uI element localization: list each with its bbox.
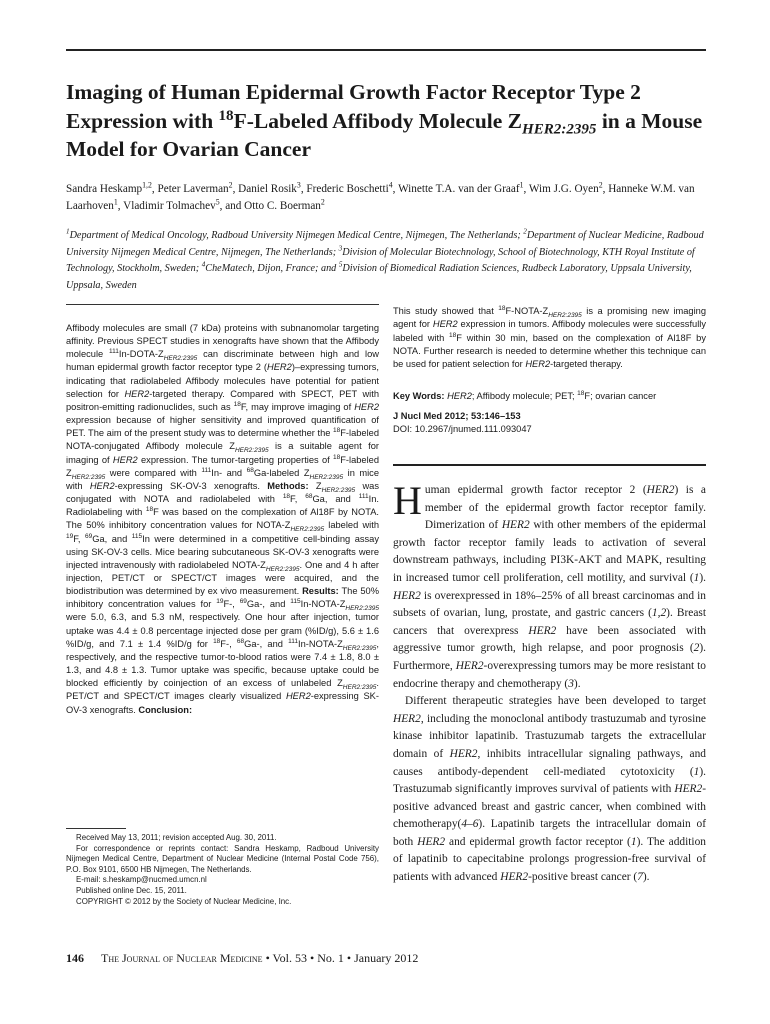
footnote-copyright: COPYRIGHT © 2012 by the Society of Nuclear Medicine, Inc. — [76, 896, 292, 906]
footnote-published: Published online Dec. 15, 2011. — [76, 885, 187, 895]
keywords-label: Key Words: — [393, 391, 445, 401]
top-rule — [66, 49, 706, 51]
intro-paragraph-2: Different therapeutic strategies have been developed to target HER2, including the monoclonal antibody trastuzumab and tyrosine kinase inhibitor lapatinib. Trastuzumab targets the extracellular domain of HER2, inhibits intracellular signaling pathways, and causes antibody-dependent cell-mediated cytotoxicity (1). Trastuzumab significantly improves survival of patients with HER2-positive advanced breast and gastric cancer, when combined with chemotherapy(4–6). Lapatinib targets the intracellular domain of both HER2 and epidermal growth factor receptor (1). The addition of lapatinib to capecitabine prolongs progression-free survival of patients with advanced HER2-positive breast cancer (7). — [393, 695, 706, 884]
introduction-body — [393, 478, 706, 887]
footnote-email[interactable]: E-mail: s.heskamp@nucmed.umcn.nl — [76, 875, 207, 885]
article-title: Imaging of Human Epidermal Growth Factor Receptor Type 2 Expression with $^{18}$F-Labeled Affibody Molecule $Z_{HER2:2395}$ in a Mouse Model for Ovarian Cancer — [66, 80, 703, 161]
journal-name: The Journal of Nuclear Medicine — [101, 951, 263, 965]
abstract-conclusion: This study showed that $^{18}F-NOTA-Z_{HER2:2395}$ is a promising new imaging agent for HER2 expression in tumors. Affibody molecules were successfully labeled with $^{18}$F within 30 min, based on the complexation of Al18F by NOTA. Further research is needed to determine whether this technique can be used for patient selection for HER2-targeted therapy. — [393, 304, 706, 370]
issue-info: • Vol. 53 • No. 1 • January 2012 — [265, 951, 419, 965]
page-number: 146 — [66, 951, 84, 965]
author-list: Sandra Heskamp$^{1,2}$, Peter Laverman$^2$, Daniel Rosik$^3$, Frederic Boschetti$^4$, Winette T.A. van der Graaf$^1$, Wim J.G. Oyen$^2$, Hanneke W.M. van Laarhoven$^1$, Vladimir Tolmachev$^5$, and Otto C. Boerman$^2$ — [66, 180, 695, 212]
abstract-text: Affibody molecules are small (7 kDa) proteins with subnanomolar targeting affinity. Previous SPECT studies in xenografts have shown that the Affibody molecule $^{111}In-DOTA-Z_{HER2:2395}$ can discriminate between high and low human epidermal growth factor receptor type 2 (HER2)–expressing tumors, indicating that radiolabeled Affibody molecules have potential for patient selection for HER2-targeted therapy. Compared with SPECT, PET with positron-emitting radionuclides, such as $^{18}$F, may improve imaging of HER2 expression because of higher sensitivity and improved quantification of PET. The aim of the present study was to determine whether the $^{18}$F-labeled NOTA-conjugated Affibody molecule $Z_{HER2:2395}$ is a suitable agent for imaging of HER2 expression. The tumor-targeting properties of $^{18}$F-labeled $Z_{HER2:2395}$ were compared with $^{111}$In- and $^{68}$Ga-labeled $Z_{HER2:2395}$ in mice with HER2-expressing SK-OV-3 xenografts. Methods: $Z_{HER2:2395}$ was conjugated with NOTA and radiolabeled with $^{18}$F, $^{68}$Ga, and $^{111}$In. Radiolabeling with $^{18}$F was based on the complexation of Al18F by NOTA. The 50% inhibitory concentration values for NOTA-$Z_{HER2:2395}$ labeled with $^{19}$F, $^{69}$Ga, and $^{115}$In were determined in a competitive cell-binding assay using SK-OV-3 cells. Mice bearing subcutaneous SK-OV-3 xenografts were injected intravenously with radiolabeled NOTA-$Z_{HER2:2395}$. One and 4 h after injection, PET/CT or SPECT/CT images were acquired, and the biodistribution was determined by ex vivo measurement. Results: The 50% inhibitory concentration values for $^{19}$F-, $^{69}$Ga-, and $^{115}In-NOTA-Z_{HER2:2395}$ were 5.0, 6.3, and 5.3 nM, respectively. One hour after injection, tumor uptake was 4.4 ± 0.8 percentage injected dose per gram (%ID/g), 5.6 ± 1.6 %ID/g, and 7.1 ± 1.4 %ID/g for $^{18}$F-, $^{68}$Ga-, and $^{111}In-NOTA-Z_{HER2:2395}$, respectively, and the respective tumor-to-blood ratios were 7.4 ± 1.8, 8.0 ± 1.3, and 4.8 ± 1.3. Tumor uptake was specific, because uptake could be blocked efficiently by coinjection of an excess of unlabeled $Z_{HER2:2395}$. PET/CT and SPECT/CT images clearly visualized HER2-expressing SK-OV-3 xenografts. Conclusion: — [66, 323, 380, 715]
intro-paragraph-1: Human epidermal growth factor receptor 2 (HER2) is a member of the epidermal growth factor receptor family. Dimerization of HER2 with other members of the epidermal growth factor receptor family leads to activation of several downstream pathways, including PI3K-AKT and MAPK, resulting in increased tumor cell proliferation, cell motility, and survival (1). HER2 is overexpressed in 18%–25% of all breast carcinomas and in subsets of ovarian, lung, prostate, and gastric cancers (1,2). Breast cancers that overexpress HER2 have been associated with aggressive tumor growth, high relapse, and poor prognosis (2). Furthermore, HER2-overexpressing tumors may be more resistant to endocrine therapy and chemotherapy (3). — [393, 478, 706, 690]
citation: J Nucl Med 2012; 53:146–153 — [393, 411, 521, 421]
affiliations: $^1$Department of Medical Oncology, Radboud University Nijmegen Medical Centre, Nijmegen, The Netherlands; $^2$Department of Nuclear Medicine, Radboud University Nijmegen Medical Centre, Nijmegen, The Netherlands; $^3$Division of Molecular Biotechnology, School of Biotechnology, KTH Royal Institute of Technology, Stockholm, Sweden; $^4$CheMatech, Dijon, France; and $^5$Division of Biomedical Radiation Sciences, Rudbeck Laboratory, Uppsala University, Uppsala, Sweden — [66, 227, 704, 291]
citation-block — [393, 410, 706, 437]
footnotes — [66, 833, 379, 907]
footnote-received: Received May 13, 2011; revision accepted Aug. 30, 2011. — [76, 833, 277, 842]
abstract-rule — [66, 304, 379, 305]
footnote-rule — [66, 828, 126, 829]
footnote-correspondence: For correspondence or reprints contact: Sandra Heskamp, Radboud University Nijmegen Medical Centre, Department of Nuclear Medicine (Internal Postal Code 756), P.O. Box 9101, 6500 HB Nijmegen, The Netherlands. — [66, 843, 379, 874]
keywords — [393, 390, 706, 403]
keywords-list: HER2; Affibody molecule; PET; $^{18}$F; ovarian cancer — [447, 389, 657, 401]
doi[interactable]: DOI: 10.2967/jnumed.111.093047 — [393, 424, 532, 435]
page-footer — [66, 950, 706, 966]
drop-cap: H — [393, 478, 422, 523]
intro-rule — [393, 464, 706, 466]
